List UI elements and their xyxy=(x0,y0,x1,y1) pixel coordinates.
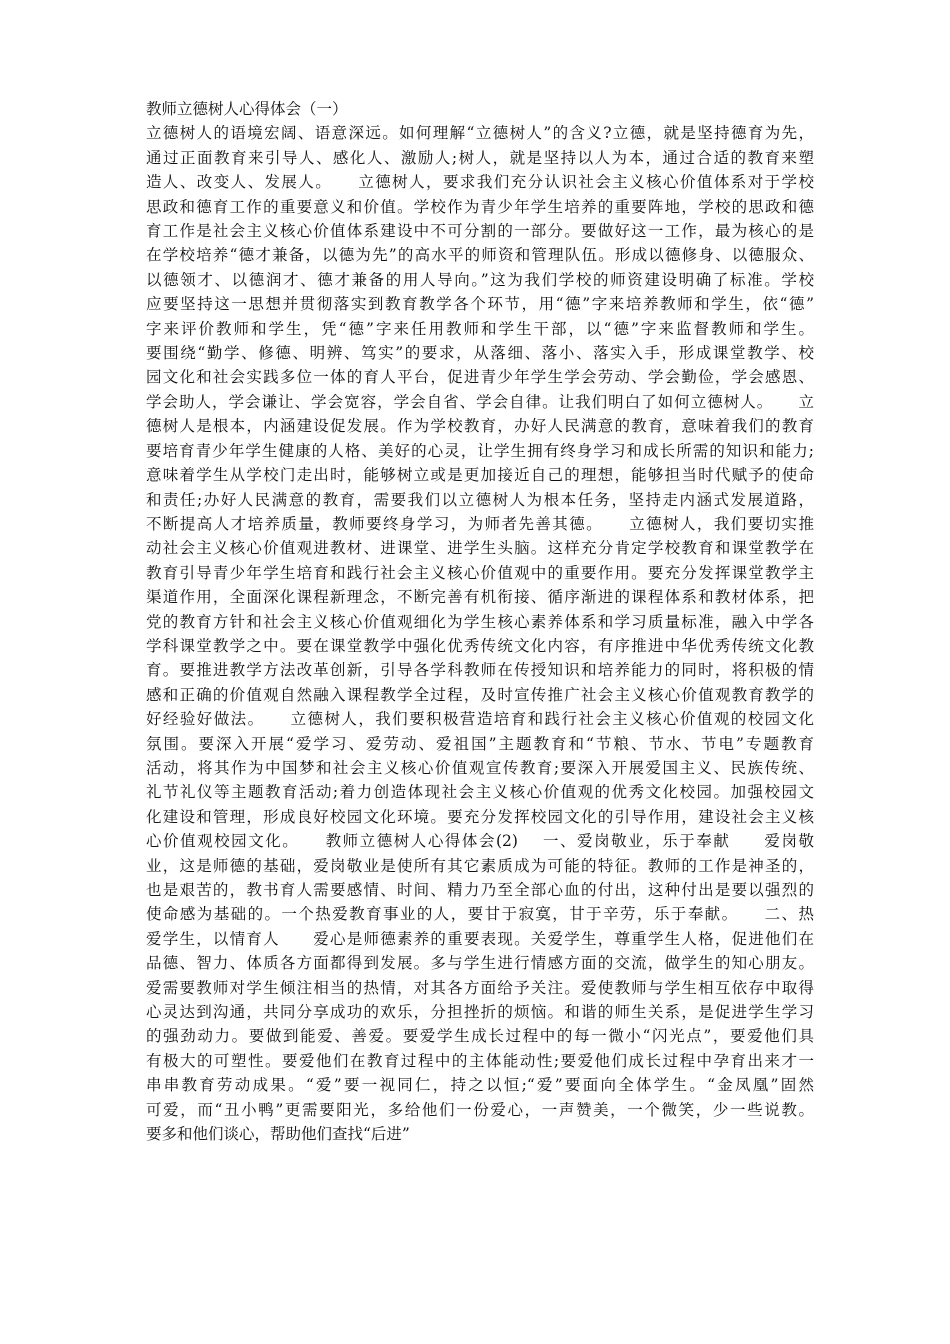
body-text-line: 要围绕“勤学、修德、明辨、笃实”的要求，从落细、落小、落实入手，形成课堂教学、校 xyxy=(146,344,814,363)
body-text-line: 也是艰苦的，教书育人需要感情、时间、精力乃至全部心血的付出，这种付出是要以强烈的 xyxy=(146,881,814,899)
body-text-line: 渠道作用，全面深化课程新理念，不断完善有机衔接、循序渐进的课程体系和教材体系，把 xyxy=(146,588,814,607)
body-text-line: 思政和德育工作的重要意义和价值。学校作为青少年学生培养的重要阵地，学校的思政和德 xyxy=(146,197,814,216)
body-text-line: 可爱，而“丑小鸭”更需要阳光，多给他们一份爱心，一声赞美，一个微笑，少一些说教。 xyxy=(146,1100,814,1119)
body-text-line: 党的教育方针和社会主义核心价值观细化为学生核心素养体系和学习质量标准，融入中学各 xyxy=(146,612,814,631)
body-text-line: 和责任;办好人民满意的教育，需要我们以立德树人为根本任务，坚持走内涵式发展道路， xyxy=(146,490,814,509)
body-text-line: 立德树人的语境宏阔、语意深远。如何理解“立德树人”的含义?立德，就是坚持德育为先， xyxy=(146,124,814,143)
body-text-line: 在学校培养“德才兼备，以德为先”的高水平的师资和管理队伍。形成以德修身、以德服众、 xyxy=(146,246,814,265)
body-text-line: 字来评价教师和学生，凭“德”字来任用教师和学生干部，以“德”字来监督教师和学生。 xyxy=(146,319,814,338)
body-text-line: 好经验好做法。 立德树人，我们要积极营造培育和践行社会主义核心价值观的校园文化 xyxy=(146,710,814,729)
body-text-line: 的强劲动力。要做到能爱、善爱。要爱学生成长过程中的每一微小“闪光点”，要爱他们具 xyxy=(146,1027,814,1046)
body-text-line: 感和正确的价值观自然融入课程教学全过程，及时宣传推广社会主义核心价值观教育教学的 xyxy=(146,685,814,704)
body-text-line: 教育引导青少年学生培育和践行社会主义核心价值观中的重要作用。要充分发挥课堂教学主 xyxy=(146,563,814,582)
document-page xyxy=(146,97,814,1146)
body-text-line: 园文化和社会实践多位一体的育人平台，促进青少年学生学会劳动、学会勤俭，学会感恩、 xyxy=(146,368,814,387)
body-text-line: 活动，将其作为中国梦和社会主义核心价值观宣传教育;要深入开展爱国主义、民族传统、 xyxy=(146,758,814,777)
body-text-line: 使命感为基础的。一个热爱教育事业的人，要甘于寂寞，甘于辛劳，乐于奉献。 二、热 xyxy=(146,905,814,924)
body-text-line: 要多和他们谈心，帮助他们查找“后进” xyxy=(146,1125,410,1144)
body-text-line: 以德领才、以德润才、德才兼备的用人导向。”这为我们学校的师资建设明确了标准。学校 xyxy=(146,270,814,289)
body-text-line: 意味着学生从学校门走出时，能够树立或是更加接近自己的理想，能够担当时代赋予的使命 xyxy=(146,466,814,485)
body-text-line: 有极大的可塑性。要爱他们在教育过程中的主体能动性;要爱他们成长过程中孕育出来才一 xyxy=(146,1051,814,1070)
body-text-line: 造人、改变人、发展人。 立德树人，要求我们充分认识社会主义核心价值体系对于学校 xyxy=(146,173,814,192)
body-text-line: 学会助人，学会谦让、学会宽容，学会自省、学会自律。让我们明白了如何立德树人。 立 xyxy=(146,392,814,411)
body-text-line: 爱学生，以情育人 爱心是师德素养的重要表现。关爱学生，尊重学生人格，促进他们在 xyxy=(146,929,814,948)
body-text-line: 育。要推进教学方法改革创新，引导各学科教师在传授知识和培养能力的同时，将积极的情 xyxy=(146,661,814,680)
body-text-line: 串串教育劳动成果。“爱”要一视同仁，持之以恒;“爱”要面向全体学生。“金凤凰”固然 xyxy=(146,1076,814,1095)
body-text-line: 爱需要教师对学生倾注相当的热情，对其各方面给予关注。爱使教师与学生相互依存中取得 xyxy=(146,978,814,997)
body-text-line: 品德、智力、体质各方面都得到发展。多与学生进行情感方面的交流，做学生的知心朋友。 xyxy=(146,954,814,973)
body-text-line: 要培育青少年学生健康的人格、美好的心灵，让学生拥有终身学习和成长所需的知识和能力; xyxy=(146,441,814,460)
document-title: 教师立德树人心得体会（一） xyxy=(146,100,348,118)
body-text-line: 氛围。要深入开展“爱学习、爱劳动、爱祖国”主题教育和“节粮、节水、节电”专题教育 xyxy=(146,734,814,753)
body-text-line: 心价值观校园文化。 教师立德树人心得体会(2) 一、爱岗敬业，乐于奉献 爱岗敬 xyxy=(146,832,814,851)
body-text-line: 德树人是根本，内涵建设促发展。作为学校教育，办好人民满意的教育，意味着我们的教育 xyxy=(146,417,814,436)
body-text-line: 动社会主义核心价值观进教材、进课堂、进学生头脑。这样充分肯定学校教育和课堂教学在 xyxy=(146,539,814,558)
body-text-line: 不断提高人才培养质量，教师要终身学习，为师者先善其德。 立德树人，我们要切实推 xyxy=(146,514,814,533)
body-text-line: 礼节礼仪等主题教育活动;着力创造体现社会主义核心价值观的优秀文化校园。加强校园文 xyxy=(146,783,814,802)
body-text-line: 业，这是师德的基础，爱岗敬业是使所有其它素质成为可能的特征。教师的工作是神圣的， xyxy=(146,856,814,875)
body-text-line: 通过正面教育来引导人、感化人、激励人;树人，就是坚持以人为本，通过合适的教育来塑 xyxy=(146,148,814,167)
body-text-line: 应要坚持这一思想并贯彻落实到教育教学各个环节，用“德”字来培养教师和学生，依“德” xyxy=(146,295,814,314)
body-text-line: 学科课堂教学之中。要在课堂教学中强化优秀传统文化内容，有序推进中华优秀传统文化教 xyxy=(146,636,814,655)
body-text-line: 心灵达到沟通，共同分享成功的欢乐，分担挫折的烦恼。和谐的师生关系，是促进学生学习 xyxy=(146,1003,814,1022)
document-body xyxy=(146,121,814,1146)
body-text-line: 化建设和管理，形成良好校园文化环境。要充分发挥校园文化的引导作用，建设社会主义核 xyxy=(146,807,814,826)
body-text-line: 育工作是社会主义核心价值体系建设中不可分割的一部分。要做好这一工作，最为核心的是 xyxy=(146,222,814,241)
